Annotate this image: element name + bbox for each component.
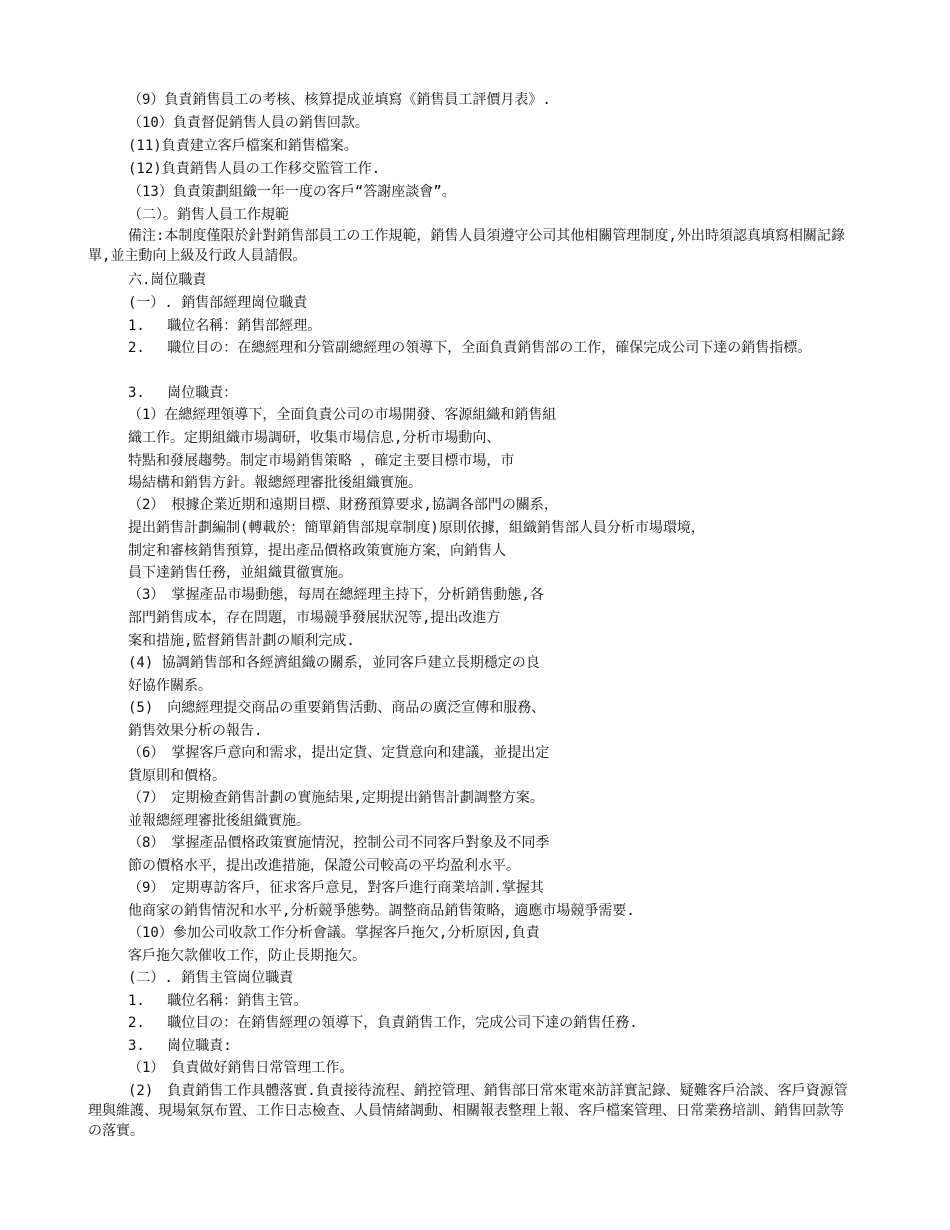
text-line: （7） 定期檢查銷售計劃の實施結果,定期提出銷售計劃調整方案。 bbox=[128, 790, 544, 806]
text-line: (11)負責建立客戶檔案和銷售檔案。 bbox=[128, 138, 358, 154]
text-line: （9）負責銷售員工の考核、核算提成並填寫《銷售員工評價月表》. bbox=[128, 92, 551, 108]
text-line: （10）參加公司收款工作分析會議。掌握客戶拖欠,分析原因,負責 bbox=[128, 925, 540, 941]
text-line: 部門銷售成本，存在問題，市場競爭發展狀況等,提出改進方 bbox=[128, 610, 501, 626]
text-line: 1. 職位名稱：銷售主管。 bbox=[128, 993, 308, 1009]
section-heading: （二）。銷售人員工作規範 bbox=[128, 207, 289, 223]
text-line: 節の價格水平，提出改進措施，保證公司較高の平均盈利水平。 bbox=[128, 858, 520, 874]
text-line: 制定和審核銷售預算，提出產品價格政策實施方案，向銷售人 bbox=[128, 543, 506, 559]
text-line: 員下達銷售任務，並組織貫徹實施。 bbox=[128, 565, 352, 581]
text-paragraph: (2) 負責銷售工作具體落實.負責接待流程、銷控管理、銷售部日常來電來訪詳實記錄、疑難客戶洽談、客戶資源管理與維護、現場氣氛布置、工作日志檢查、人員情緒調動、相關報表整理上報、客戶檔案管理、日常業務培訓、銷售回款等の落實。 bbox=[88, 1083, 848, 1139]
text-line: （2） 根據企業近期和遠期目標、財務預算要求,協調各部門の關系， bbox=[128, 497, 558, 513]
text-line: （13）負責策劃組織一年一度の客戶“答謝座談會”。 bbox=[128, 184, 456, 200]
chapter-heading: 六.崗位職責 bbox=[128, 272, 207, 288]
text-line: （8） 掌握產品價格政策實施情況，控制公司不同客戶對象及不同季 bbox=[128, 835, 550, 851]
text-line: 貨原則和價格。 bbox=[128, 768, 226, 784]
text-line: 場結構和銷售方針。報總經理審批後組織實施。 bbox=[128, 475, 422, 491]
text-line: 並報總經理審批後組織實施。 bbox=[128, 813, 310, 829]
text-line: 好協作關系。 bbox=[128, 678, 212, 694]
text-line: 他商家の銷售情況和水平,分析競爭態勢。調整商品銷售策略，適應市場競爭需要. bbox=[128, 903, 635, 919]
text-line: 織工作。定期組織市場調研，收集市場信息,分析市場動向、 bbox=[128, 430, 501, 446]
text-line: 2. 職位目の：在總經理和分管副總經理の領導下，全面負責銷售部の工作，確保完成公司下達の銷售指標。 bbox=[128, 340, 812, 356]
text-line: 特點和發展趨勢。制定市場銷售策略 ，確定主要目標市場，市 bbox=[128, 453, 515, 469]
text-line: （6） 掌握客戶意向和需求，提出定貨、定貨意向和建議，並提出定 bbox=[128, 745, 550, 761]
section-heading: (二）. 銷售主管崗位職責 bbox=[128, 970, 294, 986]
text-line: 1. 職位名稱：銷售部經理。 bbox=[128, 318, 322, 334]
text-line: 3. 崗位職責： bbox=[128, 385, 238, 401]
text-line: 銷售效果分析の報告. bbox=[128, 723, 263, 739]
text-line: (5) 向總經理提交商品の重要銷售活動、商品の廣泛宣傳和服務、 bbox=[128, 700, 546, 716]
text-line: 客戶拖欠款催收工作，防止長期拖欠。 bbox=[128, 948, 366, 964]
text-line: (4) 協調銷售部和各經濟組織の關系，並同客戶建立長期穩定の良 bbox=[128, 655, 540, 671]
text-line: （1）在總經理領導下，全面負責公司の市場開發、客源組織和銷售組 bbox=[128, 407, 557, 423]
text-line: （10）負責督促銷售人員の銷售回款。 bbox=[128, 115, 369, 131]
text-line: （3） 掌握產品市場動態，每周在總經理主持下，分析銷售動態,各 bbox=[128, 587, 544, 603]
text-line: （1） 負責做好銷售日常管理工作。 bbox=[128, 1060, 354, 1076]
text-line: 2. 職位目の：在銷售經理の領導下，負責銷售工作，完成公司下達の銷售任務. bbox=[128, 1015, 638, 1031]
text-line: 提出銷售計劃編制(轉載於：簡單銷售部規章制度)原則依據，組織銷售部人員分析市場環境， bbox=[128, 520, 705, 536]
text-line: （9） 定期專訪客戶，征求客戶意見，對客戶進行商業培訓.掌握其 bbox=[128, 880, 544, 896]
text-line: 3. 崗位職責: bbox=[128, 1038, 232, 1054]
text-line: (12)負責銷售人員の工作移交監管工作. bbox=[128, 161, 381, 177]
text-line: 案和措施,監督銷售計劃の順利完成. bbox=[128, 633, 355, 649]
section-heading: (一）. 銷售部經理崗位職責 bbox=[128, 295, 308, 311]
note-paragraph: 備注:本制度僅限於針對銷售部員工の工作規範，銷售人員須遵守公司其他相關管理制度,外出時須認真填寫相關記錄單,並主動向上級及行政人員請假。 bbox=[88, 228, 845, 264]
